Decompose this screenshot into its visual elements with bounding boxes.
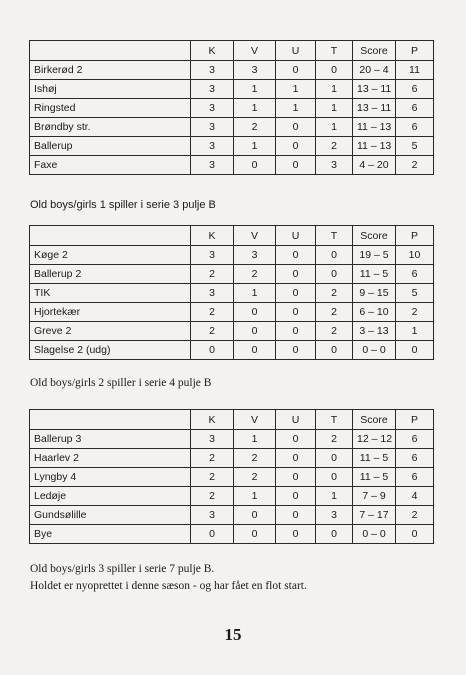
won-cell: 0 [234, 506, 276, 525]
team-name: Hjortekær [30, 303, 191, 322]
team-name: Birkerød 2 [30, 61, 191, 80]
drawn-cell: 0 [276, 303, 316, 322]
drawn-cell: 0 [276, 341, 316, 360]
team-name: Ballerup 2 [30, 265, 191, 284]
lost-cell: 1 [316, 118, 353, 137]
played-cell: 3 [191, 137, 234, 156]
points-cell: 6 [396, 449, 434, 468]
drawn-header: U [276, 410, 316, 430]
team-name: Lyngby 4 [30, 468, 191, 487]
won-cell: 0 [234, 322, 276, 341]
lost-cell: 0 [316, 341, 353, 360]
lost-cell: 2 [316, 430, 353, 449]
drawn-cell: 1 [276, 80, 316, 99]
drawn-cell: 0 [276, 246, 316, 265]
table-row [30, 156, 434, 175]
lost-cell: 0 [316, 449, 353, 468]
table-row [30, 118, 434, 137]
score-cell: 3 – 13 [353, 322, 396, 341]
page-number: 15 [224, 625, 242, 644]
drawn-cell: 0 [276, 506, 316, 525]
won-cell: 1 [234, 99, 276, 118]
played-cell: 3 [191, 61, 234, 80]
score-cell: 11 – 5 [353, 449, 396, 468]
drawn-cell: 0 [276, 468, 316, 487]
lost-cell: 1 [316, 487, 353, 506]
score-cell: 19 – 5 [353, 246, 396, 265]
team-name: Køge 2 [30, 246, 191, 265]
score-cell: 0 – 0 [353, 525, 396, 544]
score-cell: 11 – 5 [353, 468, 396, 487]
played-cell: 3 [191, 118, 234, 137]
standings-table-3 [29, 409, 434, 544]
score-cell: 13 – 11 [353, 99, 396, 118]
score-header: Score [353, 41, 396, 61]
header-row [30, 226, 434, 246]
drawn-header: U [276, 41, 316, 61]
header-row [30, 41, 434, 61]
team-name: Ballerup 3 [30, 430, 191, 449]
played-cell: 3 [191, 430, 234, 449]
score-cell: 20 – 4 [353, 61, 396, 80]
drawn-cell: 0 [276, 118, 316, 137]
points-cell: 2 [396, 303, 434, 322]
table-row [30, 468, 434, 487]
drawn-cell: 1 [276, 99, 316, 118]
team-name: Bye [30, 525, 191, 544]
points-cell: 6 [396, 430, 434, 449]
played-cell: 3 [191, 156, 234, 175]
table-row [30, 341, 434, 360]
table-row [30, 284, 434, 303]
played-cell: 2 [191, 468, 234, 487]
points-cell: 6 [396, 80, 434, 99]
won-cell: 1 [234, 284, 276, 303]
score-cell: 9 – 15 [353, 284, 396, 303]
played-header: K [191, 41, 234, 61]
drawn-cell: 0 [276, 449, 316, 468]
won-cell: 2 [234, 265, 276, 284]
points-cell: 0 [396, 341, 434, 360]
won-cell: 2 [234, 468, 276, 487]
score-header: Score [353, 226, 396, 246]
drawn-cell: 0 [276, 137, 316, 156]
won-cell: 2 [234, 449, 276, 468]
points-cell: 6 [396, 468, 434, 487]
score-cell: 7 – 17 [353, 506, 396, 525]
score-header: Score [353, 410, 396, 430]
points-cell: 5 [396, 137, 434, 156]
points-cell: 6 [396, 118, 434, 137]
table-row [30, 137, 434, 156]
played-cell: 2 [191, 487, 234, 506]
table-row [30, 303, 434, 322]
team-name: Brøndby str. [30, 118, 191, 137]
score-cell: 11 – 13 [353, 118, 396, 137]
drawn-cell: 0 [276, 487, 316, 506]
score-cell: 11 – 5 [353, 265, 396, 284]
score-cell: 12 – 12 [353, 430, 396, 449]
played-cell: 3 [191, 99, 234, 118]
drawn-cell: 0 [276, 265, 316, 284]
played-cell: 0 [191, 525, 234, 544]
won-cell: 1 [234, 487, 276, 506]
score-cell: 7 – 9 [353, 487, 396, 506]
points-cell: 5 [396, 284, 434, 303]
table-row [30, 487, 434, 506]
drawn-cell: 0 [276, 430, 316, 449]
lost-cell: 3 [316, 506, 353, 525]
played-cell: 0 [191, 341, 234, 360]
table-row [30, 449, 434, 468]
team-name: Slagelse 2 (udg) [30, 341, 191, 360]
table-row [30, 322, 434, 341]
won-cell: 2 [234, 118, 276, 137]
played-header: K [191, 226, 234, 246]
played-cell: 3 [191, 80, 234, 99]
league-caption: Old boys/girls 1 spiller i serie 3 pulje B [30, 199, 216, 211]
lost-cell: 1 [316, 80, 353, 99]
drawn-cell: 0 [276, 525, 316, 544]
won-header: V [234, 41, 276, 61]
won-header: V [234, 410, 276, 430]
team-column-header [30, 41, 191, 61]
team-name: Faxe [30, 156, 191, 175]
points-header: P [396, 41, 434, 61]
table-row [30, 246, 434, 265]
drawn-cell: 0 [276, 284, 316, 303]
lost-cell: 0 [316, 265, 353, 284]
points-cell: 4 [396, 487, 434, 506]
won-cell: 0 [234, 303, 276, 322]
lost-cell: 0 [316, 61, 353, 80]
played-cell: 3 [191, 506, 234, 525]
lost-cell: 0 [316, 246, 353, 265]
team-name: Ishøj [30, 80, 191, 99]
lost-cell: 0 [316, 525, 353, 544]
table-row [30, 430, 434, 449]
team-column-header [30, 226, 191, 246]
team-column-header [30, 410, 191, 430]
won-cell: 3 [234, 246, 276, 265]
played-cell: 3 [191, 246, 234, 265]
lost-cell: 3 [316, 156, 353, 175]
played-cell: 2 [191, 322, 234, 341]
points-cell: 1 [396, 322, 434, 341]
table-row [30, 80, 434, 99]
team-note: Holdet er nyoprettet i denne sæson - og har fået en flot start. [30, 580, 307, 592]
header-row [30, 410, 434, 430]
team-name: Ledøje [30, 487, 191, 506]
points-cell: 0 [396, 525, 434, 544]
score-cell: 6 – 10 [353, 303, 396, 322]
won-cell: 1 [234, 137, 276, 156]
played-cell: 3 [191, 284, 234, 303]
team-name: Gundsølille [30, 506, 191, 525]
drawn-cell: 0 [276, 156, 316, 175]
points-cell: 6 [396, 265, 434, 284]
drawn-cell: 0 [276, 322, 316, 341]
won-header: V [234, 226, 276, 246]
lost-cell: 0 [316, 468, 353, 487]
won-cell: 0 [234, 156, 276, 175]
score-cell: 13 – 11 [353, 80, 396, 99]
lost-header: T [316, 41, 353, 61]
standings-table-2 [29, 225, 434, 360]
points-cell: 6 [396, 99, 434, 118]
drawn-header: U [276, 226, 316, 246]
points-cell: 2 [396, 506, 434, 525]
lost-header: T [316, 226, 353, 246]
table-row [30, 506, 434, 525]
league-caption: Old boys/girls 3 spiller i serie 7 pulje B. [30, 563, 215, 575]
team-name: Haarlev 2 [30, 449, 191, 468]
table-row [30, 265, 434, 284]
lost-cell: 2 [316, 322, 353, 341]
lost-cell: 2 [316, 284, 353, 303]
won-cell: 1 [234, 80, 276, 99]
won-cell: 0 [234, 341, 276, 360]
points-cell: 11 [396, 61, 434, 80]
league-caption: Old boys/girls 2 spiller i serie 4 pulje B [30, 377, 212, 389]
score-cell: 0 – 0 [353, 341, 396, 360]
lost-cell: 2 [316, 137, 353, 156]
lost-cell: 2 [316, 303, 353, 322]
points-header: P [396, 226, 434, 246]
table-row [30, 61, 434, 80]
score-cell: 11 – 13 [353, 137, 396, 156]
won-cell: 3 [234, 61, 276, 80]
score-cell: 4 – 20 [353, 156, 396, 175]
team-name: Ballerup [30, 137, 191, 156]
played-cell: 2 [191, 449, 234, 468]
lost-cell: 1 [316, 99, 353, 118]
standings-table-1 [29, 40, 434, 175]
played-cell: 2 [191, 265, 234, 284]
won-cell: 1 [234, 430, 276, 449]
lost-header: T [316, 410, 353, 430]
table-row [30, 99, 434, 118]
drawn-cell: 0 [276, 61, 316, 80]
played-header: K [191, 410, 234, 430]
points-cell: 10 [396, 246, 434, 265]
points-header: P [396, 410, 434, 430]
played-cell: 2 [191, 303, 234, 322]
won-cell: 0 [234, 525, 276, 544]
table-row [30, 525, 434, 544]
team-name: Greve 2 [30, 322, 191, 341]
team-name: Ringsted [30, 99, 191, 118]
points-cell: 2 [396, 156, 434, 175]
team-name: TIK [30, 284, 191, 303]
